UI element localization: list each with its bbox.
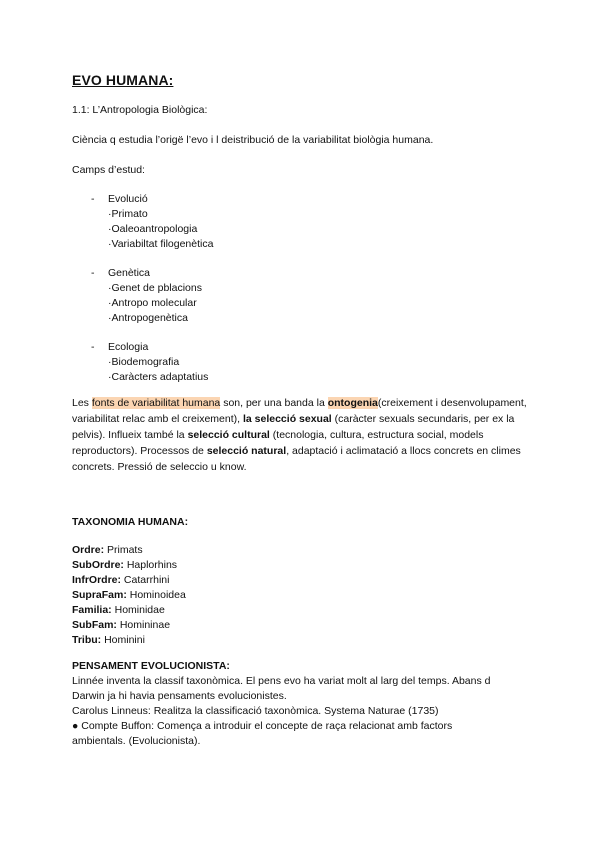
field-name: Genètica <box>108 267 151 279</box>
field-sub: ·Oaleoantropologia <box>108 223 198 235</box>
taxonomy-row: InfrOrdre: Catarrhini <box>72 574 170 586</box>
pensament-heading: PENSAMENT EVOLUCIONISTA: <box>72 660 230 672</box>
field-sub: ·Variabiltat filogenètica <box>108 238 214 250</box>
taxonomy-row: Familia: Hominidae <box>72 604 165 616</box>
bold-term: selecció natural <box>206 445 287 457</box>
dash-bullet: - <box>91 193 95 205</box>
taxonomy-row: SubOrdre: Haplorhins <box>72 559 178 571</box>
bold-term: la selecció sexual <box>242 413 332 425</box>
section-heading: 1.1: L’Antropologia Biològica: <box>72 104 208 116</box>
pensament-line: ambientals. (Evolucionista). <box>72 735 201 747</box>
taxonomy-row: Ordre: Primats <box>72 544 143 556</box>
pensament-line: Linnée inventa la classif taxonòmica. El pens evo ha variat molt al larg del temps. Abans d <box>72 675 491 687</box>
taxonomy-row: Tribu: Hominini <box>72 634 145 646</box>
taxonomy-heading: TAXONOMIA HUMANA: <box>72 516 189 528</box>
taxonomy-row: SubFam: Homininae <box>72 619 171 631</box>
field-name: Evolució <box>108 193 148 205</box>
highlight-term: ontogenia <box>327 397 378 409</box>
pensament-line: Carolus Linneus: Realitza la classificació taxonòmica. Systema Naturae (1735) <box>72 705 439 717</box>
camps-label: Camps d’estud: <box>72 164 145 176</box>
field-sub: ·Antropo molecular <box>108 297 197 309</box>
dash-bullet: - <box>91 267 95 279</box>
taxonomy-row: SupraFam: Hominoidea <box>72 589 186 601</box>
dash-bullet: - <box>91 341 95 353</box>
field-sub: ·Genet de pblacions <box>108 282 202 294</box>
pensament-line: Darwin ja hi havia pensaments evolucionistes. <box>72 690 287 702</box>
field-sub: ·Primato <box>108 208 148 220</box>
field-sub: ·Biodemografia <box>108 356 180 368</box>
variability-paragraph: Les fonts de variabilitat humana son, per una banda la ontogenia(creixement i desenvolupament, variabilitat relac amb el creixement), la selecció sexual (caràcter sexuals secundaris, per ex la pelvis). Influeix també la selecció cultural (tecnologia, cultura, estructura social, models reproductors). Processos de selecció natural, adaptació i aclimatació a llocs concrets en climes concrets. Pressió de seleccio u know. <box>72 397 527 473</box>
definition-text: Ciència q estudia l’origë l’evo i l deistribució de la variabilitat biològia humana. <box>72 134 434 146</box>
field-sub: ·Caràcters adaptatius <box>108 371 209 383</box>
bold-term: selecció cultural <box>187 429 270 441</box>
highlight-phrase: fonts de variabilitat humana <box>91 397 221 409</box>
field-sub: ·Antropogenètica <box>108 312 188 324</box>
pensament-line: ● Compte Buffon: Comença a introduir el concepte de raça relacionat amb factors <box>72 720 453 732</box>
page-title: EVO HUMANA: <box>72 72 174 88</box>
field-name: Ecologia <box>108 341 149 353</box>
